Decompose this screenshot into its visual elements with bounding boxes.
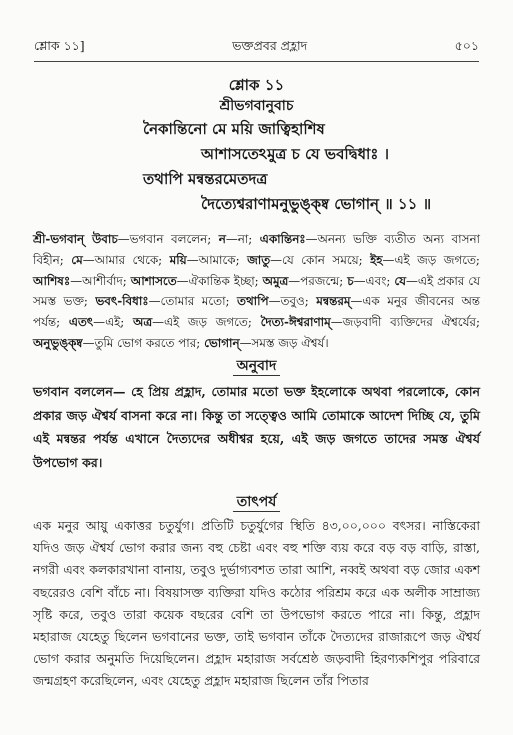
synonym-word: ভবৎ-বিধাঃ bbox=[95, 294, 149, 309]
synonym-meaning: এই জড় জগতে bbox=[163, 315, 248, 330]
synonym-word: ভোগান্ bbox=[204, 335, 240, 350]
synonym-meaning: তবুও bbox=[280, 294, 305, 309]
synonym-word: চ bbox=[347, 273, 354, 288]
verse-invocation: শ্রীভগবানুবাচ bbox=[219, 98, 294, 114]
page-header bbox=[34, 38, 479, 62]
synonym-meaning: আমার থেকে bbox=[94, 252, 159, 267]
synonym-meaning: এই প্রকার যে সমস্ত ভক্ত bbox=[33, 273, 480, 309]
verse-line-4: দৈত্যেশ্বরাণামনুভুঙ্ক্ষ্ব ভোগান্‌ ॥ ১১ ॥ bbox=[201, 195, 432, 213]
synonym-word: একান্তিনঃ bbox=[259, 232, 306, 246]
synonym-word: অমুত্র bbox=[262, 273, 289, 288]
synonym-meaning: ঐকান্তিক ইচ্ছা bbox=[188, 273, 255, 288]
verse-line-3: তথাপি মন্বন্তরমেতদত্র bbox=[143, 170, 268, 188]
synonym-meaning: ভগবান বললেন bbox=[129, 232, 208, 246]
verse-line-2: আশাসতেঽমুত্র চ যে ভবদ্বিধাঃ । bbox=[201, 145, 389, 163]
synonym-meaning: সমস্ত জড় ঐশ্বর্য bbox=[251, 335, 325, 350]
header-page-number: ৫০১ bbox=[454, 38, 479, 53]
synonym-word: দৈত্য-ঈশ্বরাণাম্ bbox=[260, 315, 331, 330]
purport-text: এক মনুর আয়ু একাত্তর চতুর্যুগ। প্রতিটি চতুর্যুগের স্থিতি ৪৩,০০,০০০ বৎসর। নাস্তিকেরা যদিও জড় ঐশ্বর্য ভোগ করার জন্য বহু চেষ্টা এবং বহু শক্তি ব্যয় করে বড় বড় বাড়ি, রাস্তা, নগরী এবং কলকারখানা বানায়, তবুও দুর্ভাগ্যবশত তারা আশি, নব্বই অথবা বড় জোর একশ বছরেরও বেশি বাঁচে না। বিষয়াসক্ত ব্যক্তিরা যদিও কঠোর পরিশ্রম করে এক অলীক সাম্রাজ্য সৃষ্টি করে, তবুও তারা কয়েক বছরের বেশি তা উপভোগ করতে পারে না। কিন্তু, প্রহ্লাদ মহারাজ যেহেতু ছিলেন ভগবানের ভক্ত, তাই ভগবান তাঁকে দৈত্যদের রাজারূপে জড় ঐশ্বর্য ভোগ করার অনুমতি দিয়েছিলেন। প্রহ্লাদ মহারাজ সর্বশ্রেষ্ঠ জড়বাদী হিরণ্যকশিপুর পরিবারে জন্মগ্রহণ করেছিলেন, এবং যেহেতু প্রহ্লাদ মহারাজ ছিলেন তাঁর পিতার bbox=[33, 518, 480, 689]
synonym-meaning: পরজন্মে bbox=[300, 273, 340, 288]
header-verse-ref: শ্লোক ১১] bbox=[34, 38, 85, 53]
word-for-word-synonyms: শ্রী-ভগবান্ উবাচ—ভগবান বললেন; ন—না; একান্তিনঃ—অনন্য ভক্তি ব্যতীত অন্য বাসনা বিহীন; মে—আমার থেকে; ময়ি—আমাকে; জাতু—যে কোন সময়ে; ইহ—এই জড় জগতে; আশিষঃ—আশীর্বাদ; আশাসতে—ঐকান্তিক ইচ্ছা; অমুত্র—পরজন্মে; চ—এবং; যে—এই প্রকার যে সমস্ত ভক্ত; ভবৎ-বিধাঃ—তোমার মতো; তথাপি—তবুও; মন্বন্তরম্—এক মনুর জীবনের অন্ত পর্যন্ত; এতৎ—এই; অত্র—এই জড় জগতে; দৈত্য-ঈশ্বরাণাম্—জড়বাদী ব্যক্তিদের ঐশ্বর্যের; অনুভুঙ্ক্ষ্ব—তুমি ভোগ করতে পার; ভোগান্—সমস্ত জড় ঐশ্বর্য। bbox=[33, 232, 480, 350]
synonym-meaning: অনন্য ভক্তি ব্যতীত অন্য বাসনা বিহীন bbox=[33, 232, 480, 267]
synonym-word: তথাপি bbox=[237, 294, 269, 309]
synonym-word: ইহ bbox=[370, 252, 383, 267]
synonym-meaning: না bbox=[237, 232, 249, 246]
verse-title: শ্লোক ১১ bbox=[228, 76, 285, 94]
synonym-meaning: জড়বাদী ব্যক্তিদের ঐশ্বর্যের bbox=[342, 315, 476, 330]
purport-heading: তাৎপর্য bbox=[0, 490, 513, 514]
synonym-word: এতৎ bbox=[68, 315, 94, 330]
synonym-word: যে bbox=[394, 273, 407, 288]
translation-text: ভগবান বললেন— হে প্রিয় প্রহ্লাদ, তোমার মতো ভক্ত ইহলোকে অথবা পরলোকে, কোন প্রকার জড় ঐশ্বর্য বাসনা করে না। কিন্তু তা সত্ত্বেও আমি তোমাকে আদেশ দিচ্ছি যে, তুমি এই মন্বন্তর পর্যন্ত এখানে দৈত্যদের অধীশ্বর হয়ে, এই জড় জগতে তাদের সমস্ত ঐশ্বর্য উপভোগ কর। bbox=[33, 384, 480, 470]
synonym-word: মন্বন্তরম্ bbox=[316, 294, 351, 309]
synonym-meaning: এই bbox=[105, 315, 121, 330]
synonym-meaning: এই জড় জগতে bbox=[394, 252, 476, 267]
synonym-meaning: আমাকে bbox=[198, 252, 236, 267]
synonym-meaning: আশীর্বাদ bbox=[82, 273, 123, 288]
synonym-meaning: তুমি ভোগ করতে পার bbox=[94, 335, 197, 350]
synonym-meaning: এবং bbox=[365, 273, 387, 288]
translation-heading: অনুবাদ bbox=[0, 354, 513, 378]
synonym-word: আশাসতে bbox=[130, 273, 177, 288]
synonym-word: জাতু bbox=[247, 252, 271, 267]
synonym-meaning: এক মনুর জীবনের অন্ত পর্যন্ত bbox=[33, 294, 480, 330]
synonym-word: মে bbox=[71, 252, 83, 267]
header-chapter-title: ভক্তপ্রবর প্রহ্লাদ bbox=[232, 38, 308, 53]
synonym-word: অত্র bbox=[133, 315, 153, 330]
synonym-word: শ্রী-ভগবান্ উবাচ bbox=[33, 232, 118, 246]
synonym-meaning: যে কোন সময়ে bbox=[282, 252, 359, 267]
synonym-word: ময়ি bbox=[169, 252, 187, 267]
synonym-word: ন bbox=[218, 232, 226, 246]
synonym-meaning: তোমার মতো bbox=[160, 294, 226, 309]
synonym-word: আশিষঃ bbox=[33, 273, 71, 288]
verse-line-1: নৈকান্তিনো মে ময়ি জাত্বিহাশিষ bbox=[143, 120, 325, 138]
synonym-word: অনুভুঙ্ক্ষ্ব bbox=[33, 335, 83, 350]
